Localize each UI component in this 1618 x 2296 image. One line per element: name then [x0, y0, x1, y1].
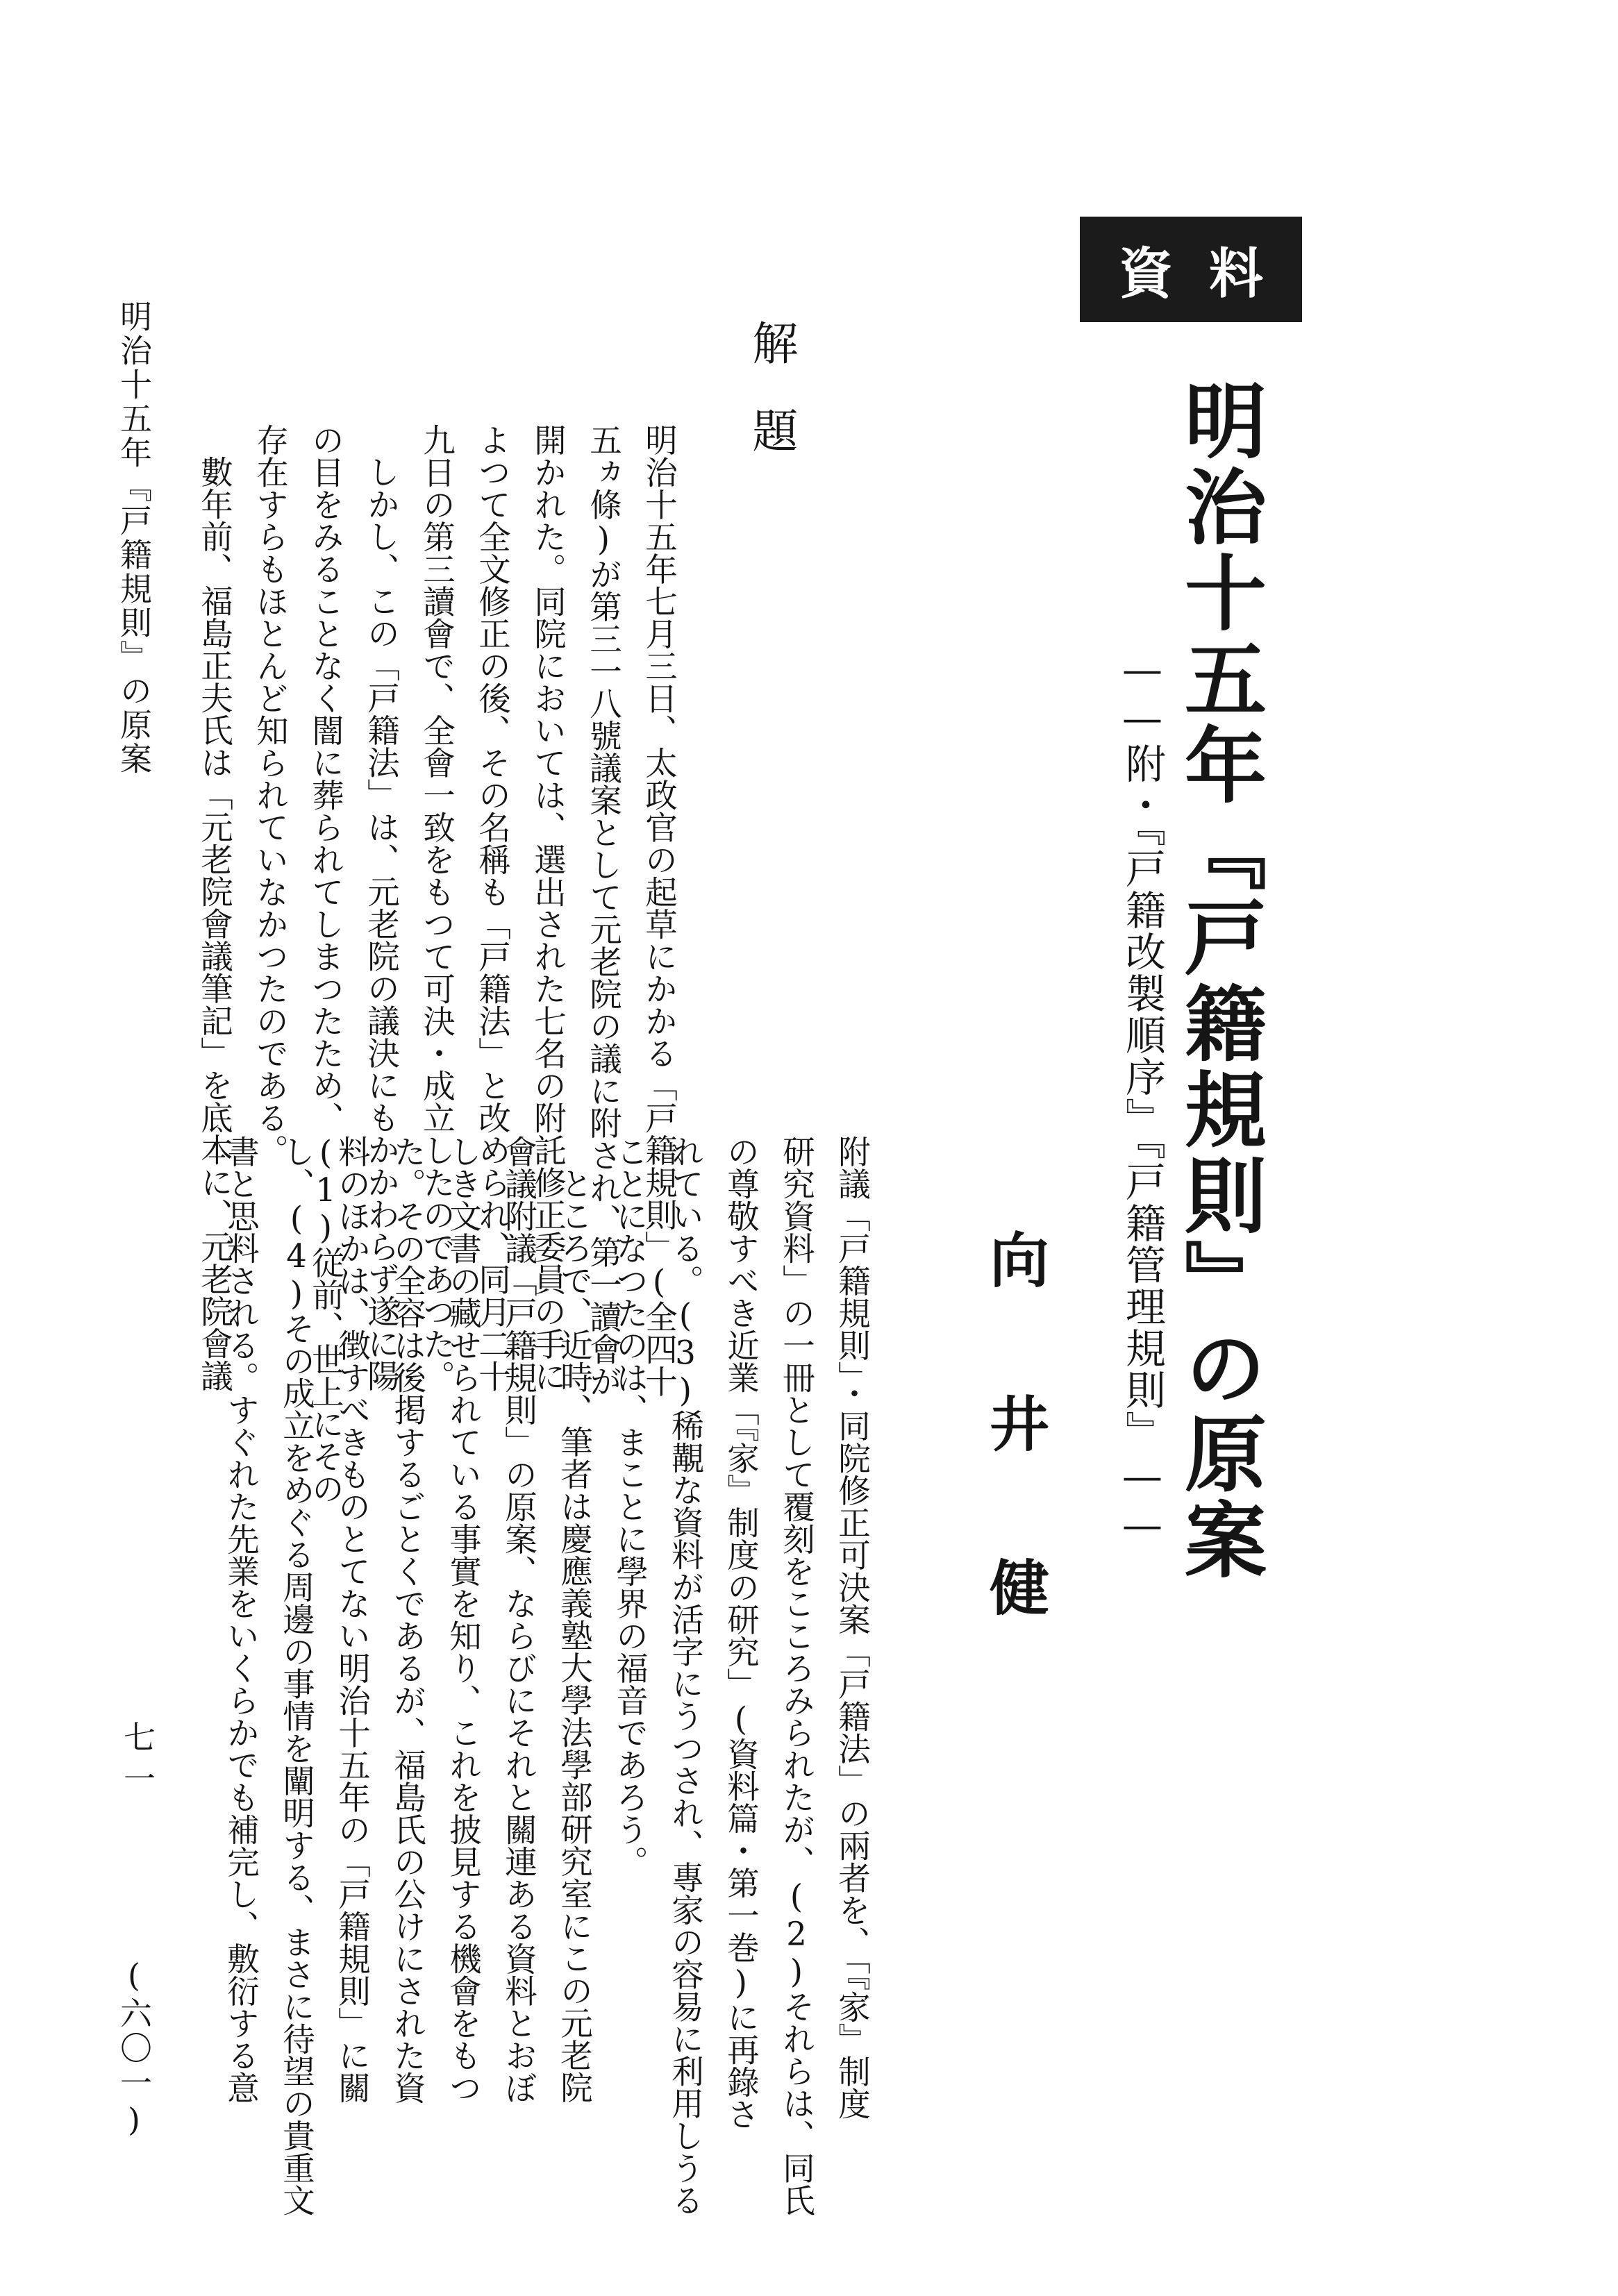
- lower-column-11: し、(4)その成立をめぐる周邊の事情を闡明する、まさに待望の貴重文: [278, 1135, 315, 2216]
- running-header: 明治十五年『戸籍規則』の原案: [115, 300, 153, 776]
- article-subtitle: [1118, 646, 1167, 1550]
- upper-column-8: 存在すらもほとんど知られていなかつたのである。: [251, 424, 289, 1166]
- subtitle-dash-right: ——: [1119, 1452, 1166, 1550]
- upper-column-6: しかし、この「戸籍法」は、元老院の議決にもかかわらず遂に陽: [362, 455, 400, 1392]
- lower-column-5: ことになつたのは、まことに學界の福音であろう。: [611, 1135, 649, 1878]
- lower-column-4: れている。(3)稀覯な資料が活字にうつされ、專家の容易に利用しうる: [667, 1135, 704, 2216]
- lower-column-9: た。その全容は後掲するごとくであるが、福島氏の公けにされた資: [389, 1135, 426, 2104]
- lower-column-10: 料のほかは、徴すべきものとてない明治十五年の「戸籍規則」に關: [333, 1135, 371, 2104]
- upper-column-3: 開かれた。同院においては、選出された七名の附託修正委員の手に: [529, 424, 567, 1392]
- upper-column-5: 九日の第三讀會で、全會一致をもつて可決・成立したのであつた。: [418, 424, 456, 1392]
- section-heading: 解題: [744, 319, 798, 494]
- upper-column-9: 數年前、福島正夫氏は「元老院會議筆記」を底本に、元老院會議: [196, 455, 233, 1392]
- article-title: 明治十五年『戸籍規則』の原案: [1171, 378, 1267, 1584]
- subtitle-text: 附・『戸籍改製順序』『戸籍管理規則』: [1119, 743, 1166, 1452]
- page-number: 七一: [119, 1720, 156, 1804]
- lower-column-12: 書と思料される。すぐれた先業をいくらかでも補完し、敷衍する意: [222, 1135, 260, 2104]
- subtitle-dash-left: ——: [1119, 646, 1166, 743]
- lower-column-7: 會議附議「戸籍規則」の原案、ならびにそれと關連ある資料とおぼ: [500, 1135, 537, 2104]
- lower-column-6: ところで、近時、筆者は慶應義塾大學法學部研究室にこの元老院: [556, 1167, 593, 2104]
- author-name: 向井健: [979, 1229, 1049, 1720]
- section-badge: 資料: [1080, 217, 1302, 322]
- lower-column-3: の尊敬すべき近業「『家』制度の研究」(資料篇・第一巻)に再錄さ: [722, 1135, 760, 2131]
- upper-column-4: よつて全文修正の後、その名稱も「戸籍法」と改められ、同月二十: [474, 424, 511, 1392]
- lower-column-8: しき文書の藏せられている事實を知り、これを披見する機會をもつ: [444, 1135, 482, 2104]
- upper-column-7: の目をみることなく闇に葬られてしまつたため、(1)従前、世上にその: [307, 424, 344, 1505]
- upper-column-2: 五ヵ條)が第三一八號議案として元老院の議に附され、第一讀會が: [585, 424, 622, 1398]
- lower-column-2: 研究資料」の一冊として覆刻をこころみられたが、(2)それらは、同氏: [778, 1135, 815, 2216]
- upper-column-1: 明治十五年七月三日、太政官の起草にかかる「戸籍規則」(全四十: [640, 424, 678, 1398]
- lower-column-1: 附議「戸籍規則」・同院修正可決案「戸籍法」の兩者を、「『家』制度: [833, 1135, 871, 2120]
- page-number-total: (六〇一): [115, 1956, 153, 2141]
